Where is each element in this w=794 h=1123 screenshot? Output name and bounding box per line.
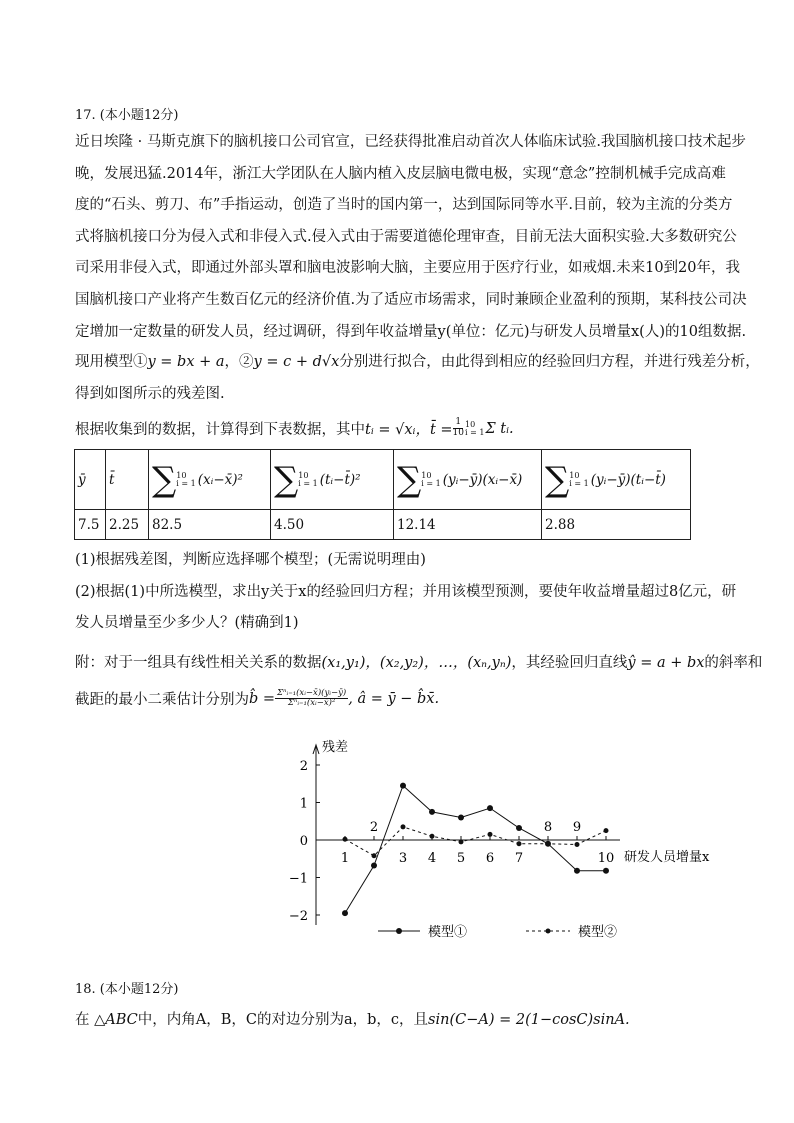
q17-header: 17. (本小题12分) (75, 108, 179, 123)
sum-upper: 10 (464, 419, 476, 429)
b-hat-label: b̂ = (249, 690, 276, 707)
sum-upper: 10 (176, 470, 187, 480)
y-tick-label: −2 (288, 909, 308, 924)
model-2-equation: y = c + d√x (253, 354, 340, 370)
model-1-point (400, 783, 406, 789)
fraction-denominator: 10 (452, 428, 464, 438)
model-1-point (429, 809, 435, 815)
x-axis-label: 研发人员增量x (624, 850, 710, 865)
calc-line-eq: tᵢ = √xᵢ，t̄ = (365, 422, 453, 438)
sum-upper: 10 (298, 470, 309, 480)
b-hat-fraction (275, 689, 348, 709)
y-axis-label: 残差 (322, 740, 349, 755)
y-tick-label: 1 (299, 796, 308, 812)
regression-line-eq: ŷ = a + bx (627, 655, 705, 671)
model-line-suffix: 分别进行拟合，由此得到相应的经验回归方程，并进行残差分析， (339, 354, 760, 370)
calc-line-tail: Σ tᵢ. (485, 420, 514, 437)
sum-expr: (yᵢ−ȳ)(tᵢ−t̄) (590, 471, 666, 488)
q17-line-1: 近日埃隆 · 马斯克旗下的脑机接口公司官宣，已经获得批准启动首次人体临床试验.我国脑机接口技术起步 (75, 134, 746, 150)
x-tick-label: 6 (485, 851, 495, 866)
header-sum-yx: ∑ 10 i = 1 (yᵢ−ȳ)(xᵢ−x̄) (394, 450, 542, 510)
q17-paragraph (75, 127, 747, 348)
model-2-point (459, 839, 464, 844)
q17-line-7: 定增加一定数量的研发人员，经过调研，得到年收益增量y(单位：亿元)与研发人员增量x(人)的10组数据. (75, 323, 747, 340)
model-1-point (342, 910, 348, 916)
value-sum-yx: 12.14 (394, 510, 542, 540)
chart-legend (378, 924, 617, 940)
model-1-point (603, 868, 609, 874)
value-sum-t: 4.50 (271, 510, 394, 540)
model-1-equation: y = bx + a (147, 354, 225, 370)
q18-mid: 中，内角A，B，C的对边分别为a，b，c，且 (137, 1012, 429, 1028)
q18-equation: sin(C−A) = 2(1−cosC)sinA. (428, 1012, 630, 1028)
model-1-point (574, 868, 580, 874)
residual-chart (280, 735, 730, 945)
q17-part-2: (2)根据(1)中所选模型，求出y关于x的经验回归方程；并用该模型预测，要使年收益增量超过8亿元，研 (75, 584, 737, 600)
sum-expr: (xᵢ−x̄)² (197, 471, 243, 488)
model-1-point (516, 825, 522, 831)
a-hat-formula: , â = ȳ − b̂x̄. (348, 690, 440, 707)
x-tick-label: 8 (543, 820, 553, 835)
model-2-point (517, 841, 522, 846)
model-2-point (575, 842, 580, 847)
model-line-sep: ，② (224, 354, 254, 370)
appendix-prefix: 附：对于一组具有线性相关关系的数据 (75, 655, 322, 671)
value-y-bar: 7.5 (75, 510, 106, 540)
x-tick-label: 10 (597, 851, 615, 866)
legend-model-2-label: 模型② (578, 925, 618, 940)
model-2-line (345, 827, 606, 856)
appendix-data-points: (x₁,y₁)，(x₂,y₂)，…，(xₙ,yₙ) (321, 655, 512, 671)
one-tenth-fraction (453, 418, 464, 439)
model-2-point (604, 828, 609, 833)
q17-calc-line (75, 418, 514, 439)
triangle-prefix: 在 △ (75, 1012, 106, 1028)
sum-expr: (yᵢ−ȳ)(xᵢ−x̄) (442, 471, 523, 488)
y-tick-label: 0 (299, 834, 308, 849)
q17-part-2-cont: 发人员增量至少多少人？(精确到1) (75, 615, 299, 631)
triangle-abc: ABC (105, 1012, 138, 1028)
model-1-point (371, 863, 377, 869)
model-2-point (488, 832, 493, 837)
header-sum-yt: ∑ 10 i = 1 (yᵢ−ȳ)(tᵢ−t̄) (542, 450, 691, 510)
sum-lower: i = 1 (421, 478, 441, 488)
y-tick-label: 2 (299, 759, 308, 774)
sum-lower: i = 1 (298, 478, 318, 488)
q18-header: 18. (本小题12分) (75, 982, 179, 997)
q17-residual-line: 得到如图所示的残差图. (75, 386, 225, 402)
b-hat-denominator: Σⁿᵢ₌₁(xᵢ−x̄)² (287, 698, 336, 708)
q17-line-5: 司采用非侵入式，即通过外部头罩和脑电波影响大脑，主要应用于医疗行业，如戒烟.未来10到20年，我 (75, 260, 741, 277)
value-t-bar: 2.25 (106, 510, 149, 540)
header-t-bar: t̄ (106, 450, 149, 510)
model-1-point (458, 815, 464, 821)
sum-lower: i = 1 (464, 427, 485, 437)
legend-model-1-label: 模型① (428, 925, 468, 940)
chart-series (342, 783, 609, 917)
appendix-line-1 (75, 651, 762, 672)
sum-expr: (tᵢ−t̄)² (319, 471, 361, 488)
x-tick-label: 5 (456, 851, 466, 866)
legend-model-2-marker (546, 929, 551, 934)
statistics-table (74, 449, 691, 540)
model-1-line (345, 786, 606, 914)
model-2-point (546, 841, 551, 846)
sum-upper: 10 (569, 470, 580, 480)
appendix-mid: ，其经验回归直线 (511, 655, 628, 671)
q17-line-4: 式将脑机接口分为侵入式和非侵入式.侵入式由于需要道德伦理审查，目前无法大面积实验.大多数研究公 (75, 228, 737, 245)
model-2-point (343, 837, 348, 842)
q18-line (75, 1008, 630, 1029)
fraction-numerator: 1 (455, 417, 462, 428)
model-2-point (401, 824, 406, 829)
q17-line-6: 国脑机接口产业将产生数百亿元的经济价值.为了适应市场需求，同时兼顾企业盈利的预期，某科技公司决 (75, 291, 747, 308)
model-1-point (487, 805, 493, 811)
appendix-suffix: 的斜率和 (704, 655, 763, 671)
legend-model-1-marker (396, 928, 402, 934)
sum-upper: 10 (421, 470, 432, 480)
x-tick-label: 3 (398, 851, 408, 866)
q17-line-3: 度的“石头、剪刀、布”手指运动，创造了当时的国内第一，达到国际同等水平.目前，较为主流的分类方 (75, 197, 733, 214)
appendix-line2-prefix: 截距的最小二乘估计分别为 (75, 692, 249, 708)
header-y-bar: ȳ (75, 450, 106, 510)
header-sum-t: ∑ 10 i = 1 (tᵢ−t̄)² (271, 450, 394, 510)
chart-ticks (289, 759, 614, 924)
calc-line-prefix: 根据收集到的数据，计算得到下表数据，其中 (75, 422, 365, 438)
appendix-line-2 (75, 688, 439, 709)
model-line-prefix: 现用模型① (75, 354, 148, 370)
value-sum-x: 82.5 (149, 510, 271, 540)
q17-part-1: (1)根据残差图，判断应选择哪个模型；(无需说明理由) (75, 552, 426, 568)
header-sum-x: ∑ 10 i = 1 (xᵢ−x̄)² (149, 450, 271, 510)
q17-model-line (75, 350, 760, 371)
x-tick-label: 4 (427, 851, 437, 866)
sum-lower: i = 1 (176, 478, 196, 488)
x-tick-label: 1 (340, 851, 350, 866)
value-sum-yt: 2.88 (542, 510, 691, 540)
q17-line-2: 晚，发展迅猛.2014年，浙江大学团队在人脑内植入皮层脑电微电极，实现“意念”控制机械手完成高难 (75, 165, 726, 182)
y-tick-label: −1 (288, 871, 308, 887)
model-2-point (372, 853, 377, 858)
x-tick-label: 2 (369, 820, 379, 835)
x-tick-label: 7 (514, 851, 524, 866)
b-hat-numerator: Σⁿᵢ₌₁(xᵢ−x̄)(yᵢ−ȳ) (277, 687, 347, 698)
model-2-point (430, 834, 435, 839)
sum-lower: i = 1 (569, 478, 589, 488)
x-tick-label: 9 (572, 820, 582, 835)
sum-limits (465, 421, 484, 437)
